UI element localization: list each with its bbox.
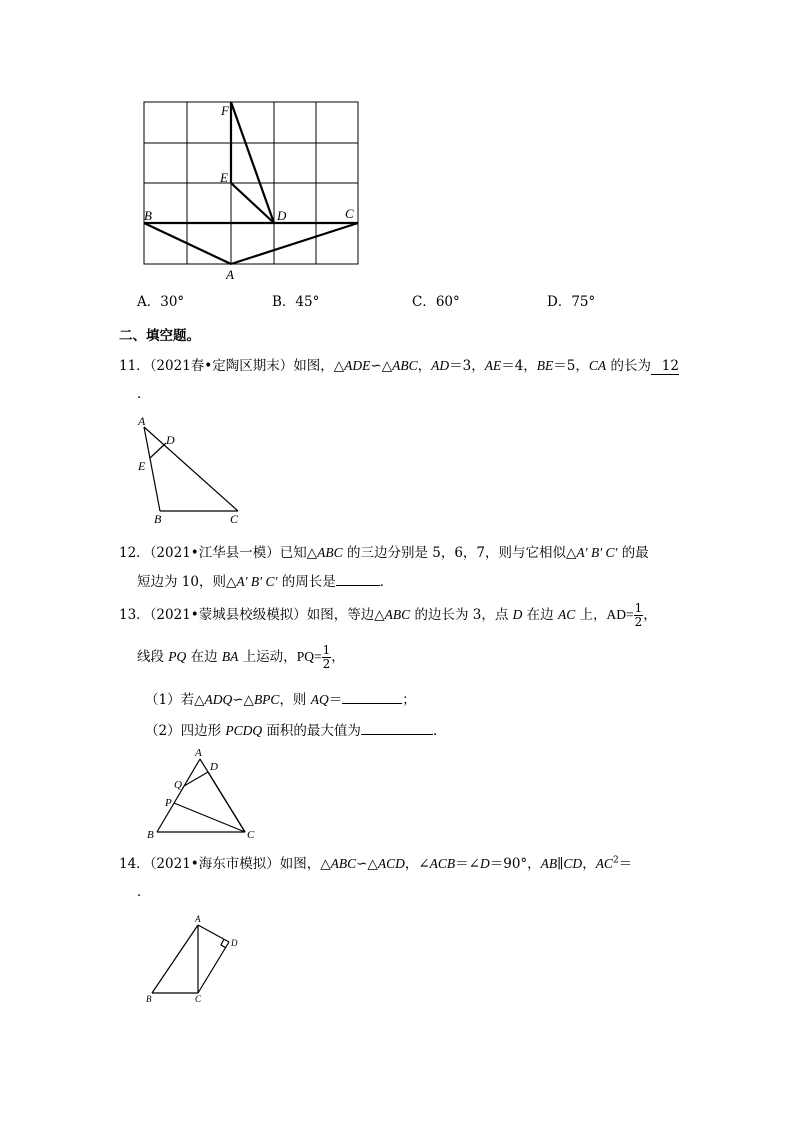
fig10-label-d: D	[277, 208, 287, 223]
q11-fig-label-d: D	[166, 433, 175, 447]
option-value: 45°	[295, 294, 320, 310]
q12-line2: 短边为 10，则△A′ B′ C′ 的周长是 ．	[137, 570, 393, 590]
q11-fig-label-e: E	[138, 459, 146, 473]
fig10-label-b: B	[144, 208, 152, 223]
q11-fig-label-c: C	[230, 512, 239, 526]
q11-number: 11．	[119, 358, 150, 374]
fig10-label-a: A	[226, 267, 234, 282]
q13-fig-label-p: P	[165, 797, 172, 809]
q14-fig-label-b: B	[146, 994, 152, 1004]
q14-text: 14．（2021•海东市模拟）如图，△ABC∽△ACD，∠ACB＝∠D＝90°，AB∥CD，$AC^2=$	[119, 855, 633, 872]
q13-sub1: （1）若△ADQ∽△BPC，则 AQ＝ ；	[145, 688, 416, 708]
q13-fig-label-b: B	[147, 829, 154, 841]
q13-number: 13．	[119, 607, 150, 623]
q13-fig-label-a: A	[195, 747, 202, 759]
q12-line1: 12．（2021•江华县一模）已知△ABC 的三边分别是 5，6，7，则与它相似△A′ B′ C′ 的最	[119, 545, 649, 561]
option-value: 75°	[571, 294, 596, 310]
q13-line2: 线段 PQ 在边 BA 上运动，PQ= $\frac{1}{2}$ ，	[137, 643, 345, 671]
q14-fig-label-d: D	[231, 938, 238, 948]
fig10-label-c: C	[345, 206, 354, 221]
q11-tail: ．	[137, 386, 151, 402]
fig10-label-e: E	[220, 170, 228, 185]
fig10-label-f: F	[221, 103, 229, 118]
q14-source: （2021•海东市模拟）	[149, 856, 280, 872]
fraction-one-half: $\frac{1}{2}$	[634, 601, 643, 629]
q13-fig-label-d: D	[210, 761, 218, 773]
q13-fig-label-c: C	[247, 829, 255, 841]
q11-fig-label-a: A	[138, 414, 146, 428]
q11-source: （2021春•定陶区期末）	[149, 358, 294, 374]
option-value: 30°	[160, 294, 185, 310]
q12-source: （2021•江华县一模）	[149, 545, 280, 561]
q14-fig-label-a: A	[195, 914, 201, 924]
option-letter: B．	[272, 294, 296, 310]
option-letter: A．	[137, 294, 161, 310]
q12-number: 12．	[119, 545, 150, 561]
option-value: 60°	[435, 294, 460, 310]
q11-answer-blank[interactable]: 12	[651, 358, 679, 375]
q13-source: （2021•蒙城县校级模拟）	[149, 607, 307, 623]
q11-fig-label-b: B	[154, 512, 162, 526]
q13-line1: 13．（2021•蒙城县校级模拟）如图，等边△ABC 的边长为 3，点 D 在边 AC 上，AD= $\frac{1}{2}$ ，	[119, 601, 657, 629]
option-letter: D．	[547, 294, 572, 310]
section-heading: 二、填空题。	[119, 328, 200, 344]
q14-fig-label-c: C	[195, 994, 202, 1004]
q13-sub2: （2）四边形 PCDQ 面积的最大值为 ．	[145, 719, 446, 739]
q13-fig-label-q: Q	[174, 779, 182, 791]
q11-text: 11．（2021春•定陶区期末）如图，△ADE∽△ABC，AD＝3，AE＝4，BE＝5，CA 的长为 12	[119, 358, 679, 374]
option-letter: C．	[412, 294, 436, 310]
q14-number: 14．	[119, 856, 150, 872]
fraction-one-half: $\frac{1}{2}$	[322, 643, 331, 671]
q14-tail: ．	[137, 884, 151, 900]
